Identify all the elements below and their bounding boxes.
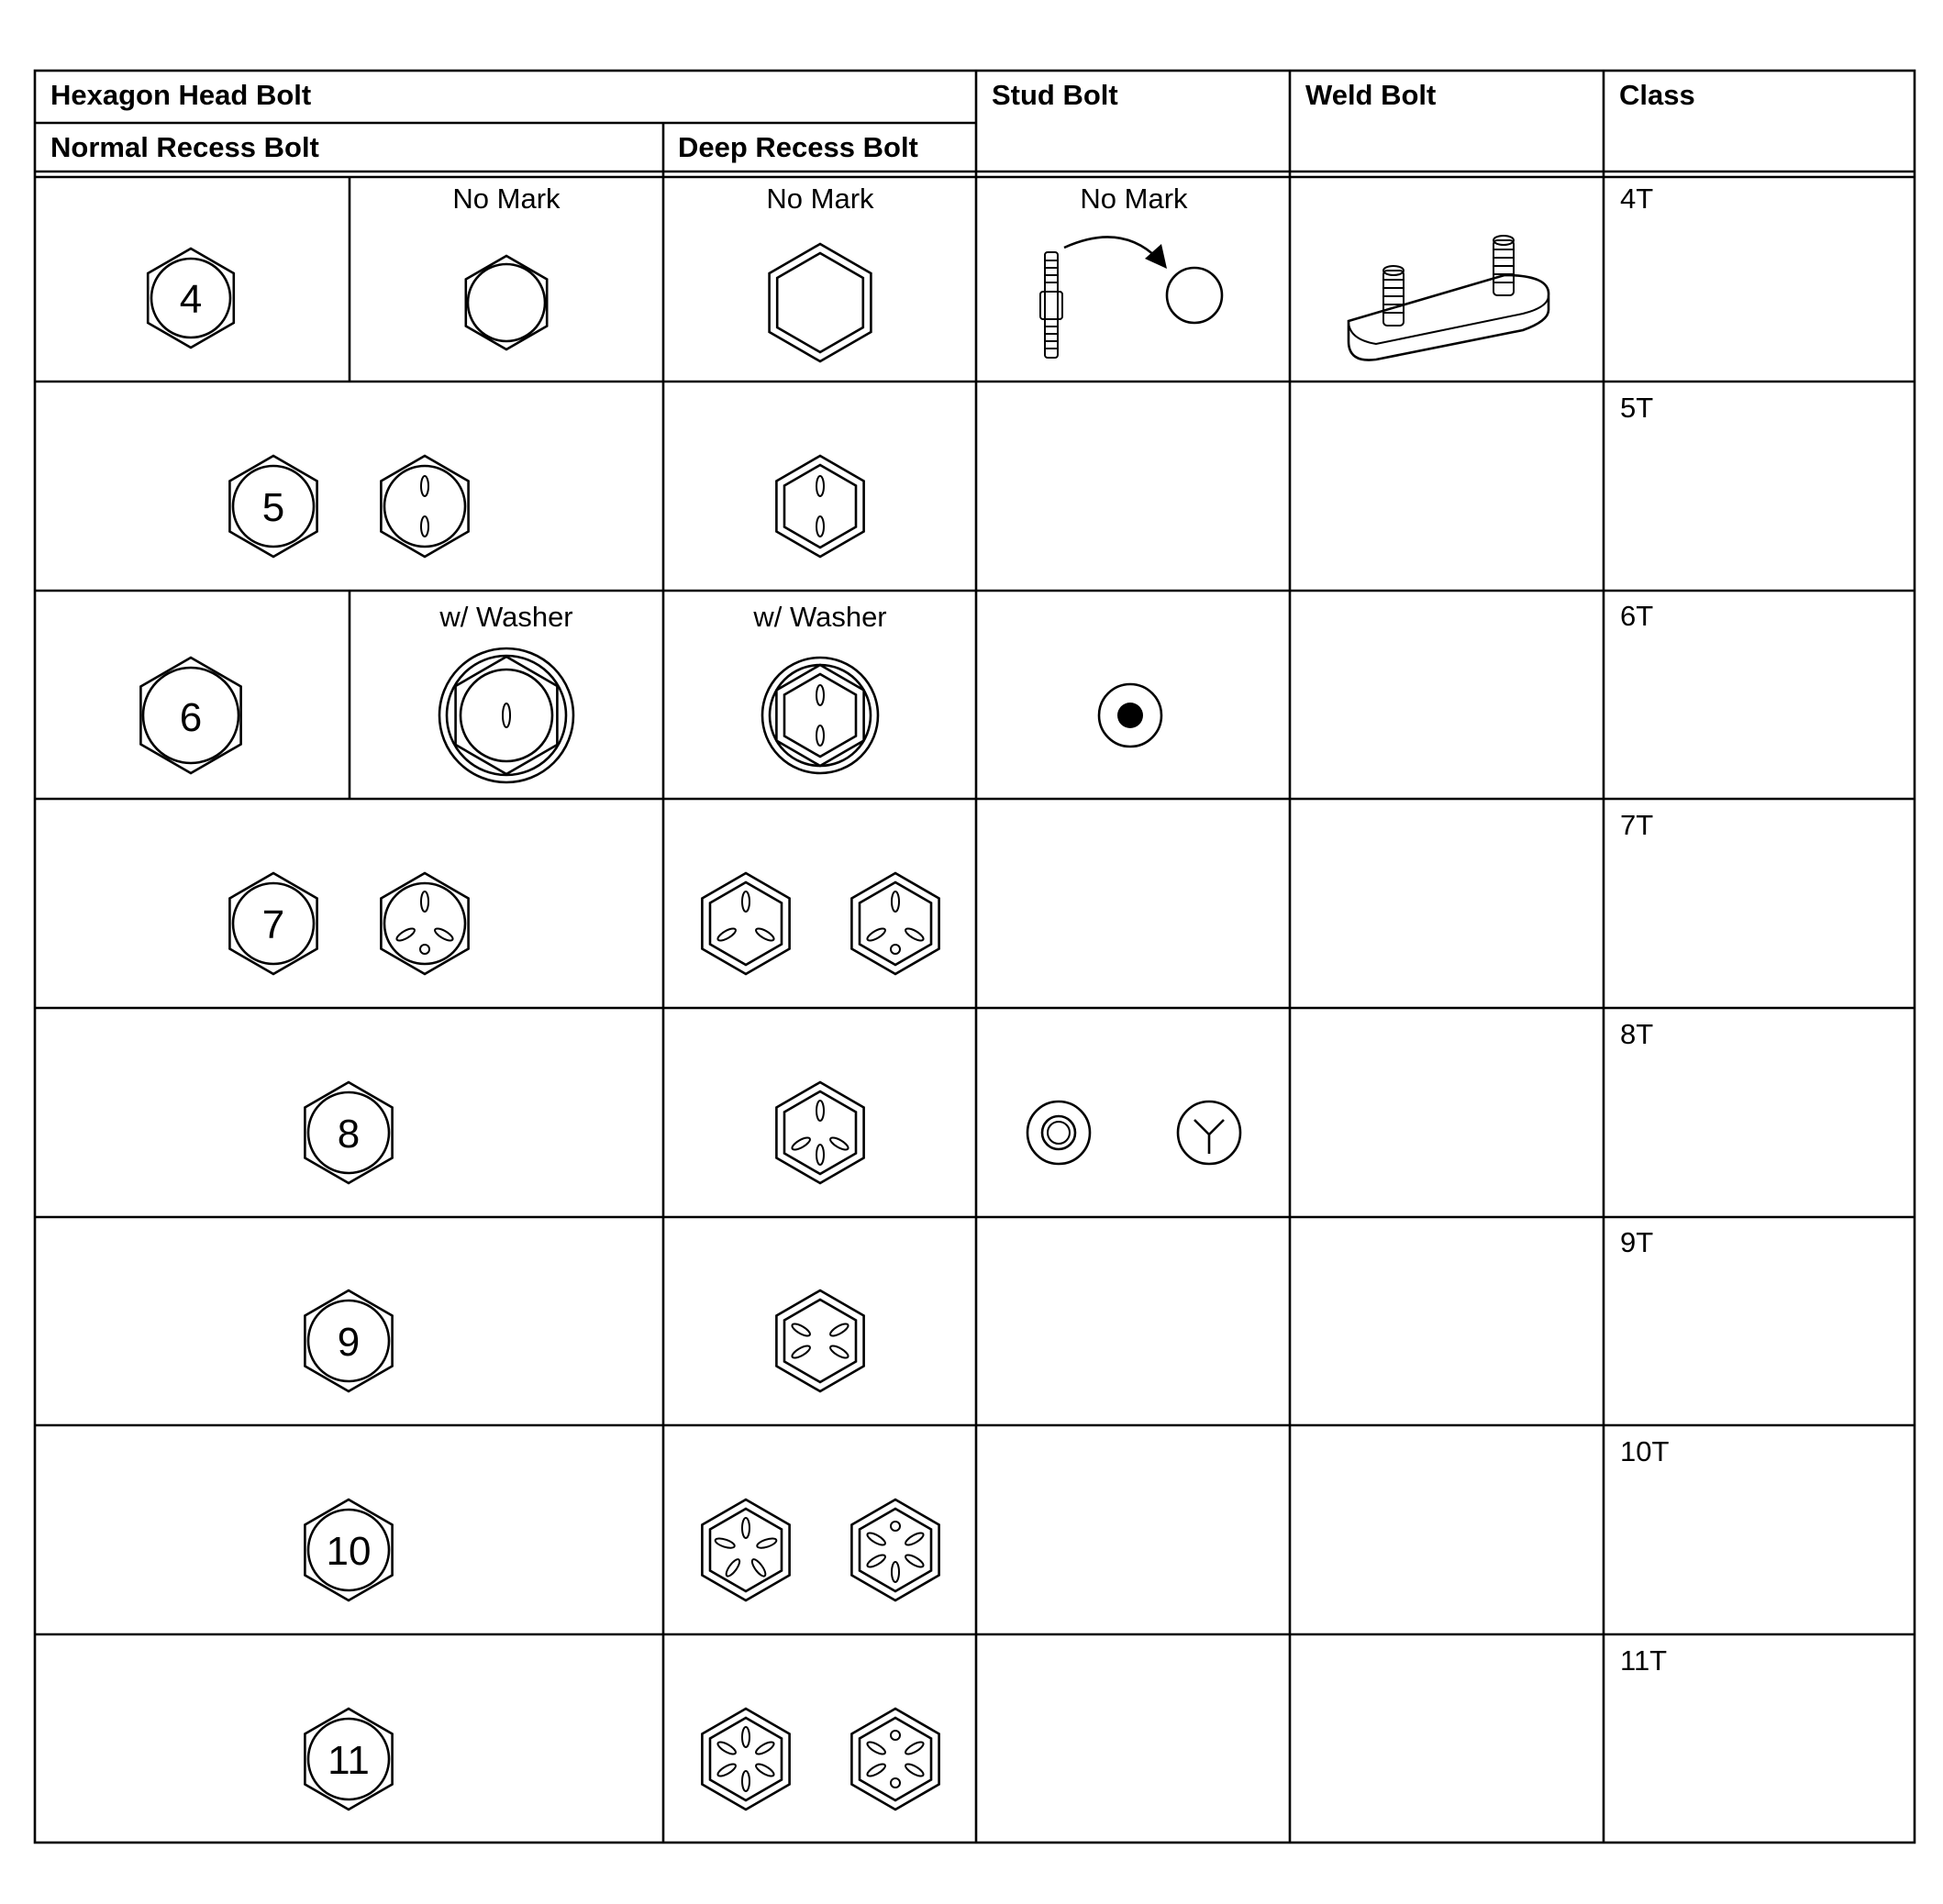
head-line-mark — [421, 476, 428, 496]
hex-head-7-icon — [229, 873, 316, 974]
head-face-circle — [384, 466, 465, 547]
class-label-7t: 7T — [1620, 809, 1654, 841]
hex-head-6-icon — [140, 658, 240, 773]
class-label-10t: 10T — [1620, 1435, 1670, 1467]
head-line-mark — [892, 891, 899, 912]
head-line-mark — [791, 1135, 812, 1152]
head-line-mark — [866, 1553, 887, 1569]
header-weld-bolt: Weld Bolt — [1305, 79, 1437, 111]
head-hexagon — [381, 456, 468, 557]
header-normal-recess-bolt: Normal Recess Bolt — [50, 131, 319, 163]
head-number-7: 7 — [261, 902, 285, 947]
stud-bolt-8t-y-mark-icon — [1178, 1101, 1240, 1164]
head-line-mark — [828, 1344, 849, 1360]
head-line-mark — [904, 1553, 925, 1569]
head-hexagon — [851, 873, 938, 974]
head-line-mark — [742, 1518, 749, 1538]
class-label-9t: 9T — [1620, 1226, 1654, 1258]
head-number-6: 6 — [179, 695, 203, 740]
head-line-mark — [866, 1762, 887, 1778]
head-hexagon — [456, 657, 558, 774]
hex-head-5-icon — [229, 456, 316, 557]
head-number-11: 11 — [328, 1738, 370, 1783]
head-recess-hexagon — [710, 1718, 782, 1800]
stud-bolt-8t-groove-icon — [1027, 1101, 1090, 1164]
note-no-mark-stud: No Mark — [1080, 183, 1188, 215]
head-recess-hexagon — [784, 1300, 856, 1382]
head-hexagon — [776, 1082, 863, 1183]
header-class: Class — [1619, 79, 1695, 111]
head-hexagon — [851, 1709, 938, 1810]
stud-bolt-6t-dot-icon — [1099, 684, 1161, 747]
head-hexagon — [776, 456, 863, 557]
head-line-mark — [724, 1557, 741, 1578]
head-number-8: 8 — [337, 1112, 361, 1157]
deep-6t-washer-icon — [762, 658, 878, 773]
head-face-circle — [461, 670, 552, 761]
normal-6t-washer-icon — [439, 648, 573, 782]
deep-8t-four-line-icon — [776, 1082, 863, 1183]
deep-11t-six-line-a-icon — [702, 1709, 789, 1810]
head-hexagon — [702, 1709, 789, 1810]
stud-bolt-no-mark-icon — [1040, 237, 1222, 358]
head-line-mark — [816, 685, 824, 705]
head-line-mark — [742, 891, 749, 912]
head-hexagon — [466, 256, 547, 349]
head-number-9: 9 — [337, 1320, 361, 1365]
deep-11t-six-line-b-icon — [851, 1709, 938, 1810]
deep-10t-five-line-b-icon — [851, 1500, 938, 1600]
head-line-mark — [715, 1536, 736, 1549]
head-hexagon — [776, 665, 863, 766]
note-with-washer-normal: w/ Washer — [439, 601, 573, 633]
deep-10t-five-line-a-icon — [702, 1500, 789, 1600]
head-hexagon — [776, 1290, 863, 1391]
head-hexagon — [702, 873, 789, 974]
deep-9t-four-line-icon — [776, 1290, 863, 1391]
head-recess-hexagon — [784, 1091, 856, 1174]
head-number-5: 5 — [261, 485, 285, 530]
head-line-mark — [866, 1740, 887, 1756]
head-line-mark — [395, 926, 416, 943]
head-hexagon — [702, 1500, 789, 1600]
note-no-mark-deep: No Mark — [766, 183, 874, 215]
head-line-mark — [816, 725, 824, 746]
normal-5t-two-line-icon — [381, 456, 468, 557]
washer-inner-ring — [447, 656, 566, 775]
head-line-mark — [756, 1536, 777, 1549]
head-line-mark — [866, 1531, 887, 1547]
class-label-8t: 8T — [1620, 1018, 1654, 1050]
head-line-mark — [433, 926, 454, 943]
head-recess-hexagon — [860, 882, 931, 965]
head-face-circle — [384, 883, 465, 964]
hex-head-10-icon — [305, 1500, 392, 1600]
head-recess-hexagon — [784, 674, 856, 757]
head-line-mark — [816, 476, 824, 496]
head-dot-mark — [420, 945, 429, 954]
hex-head-9-icon — [305, 1290, 392, 1391]
deep-7t-three-line-a-icon — [702, 873, 789, 974]
header-hexagon-head-bolt: Hexagon Head Bolt — [50, 79, 312, 111]
head-hexagon — [381, 873, 468, 974]
head-number-10: 10 — [326, 1529, 372, 1574]
head-line-mark — [742, 1727, 749, 1747]
head-recess-hexagon — [710, 1509, 782, 1591]
head-dot-mark — [891, 1522, 900, 1531]
head-hexagon — [770, 244, 872, 361]
weld-bolt-icon — [1349, 236, 1549, 360]
head-line-mark — [754, 1762, 775, 1778]
head-line-mark — [754, 926, 775, 943]
head-hexagon — [851, 1500, 938, 1600]
head-recess-hexagon — [777, 253, 863, 352]
head-line-mark — [716, 1740, 738, 1756]
head-number-4: 4 — [179, 277, 203, 322]
head-line-mark — [754, 1740, 775, 1756]
head-line-mark — [816, 516, 824, 537]
class-label-11t: 11T — [1620, 1644, 1668, 1677]
table-grid — [35, 71, 1915, 1843]
head-line-mark — [816, 1145, 824, 1165]
head-line-mark — [904, 1762, 925, 1778]
head-line-mark — [828, 1135, 849, 1152]
numbered-hex-heads — [140, 249, 392, 1810]
head-line-mark — [503, 703, 510, 727]
head-line-mark — [904, 926, 925, 943]
head-line-mark — [791, 1344, 812, 1360]
head-line-mark — [716, 926, 738, 943]
head-recess-hexagon — [784, 465, 856, 548]
header-stud-bolt: Stud Bolt — [992, 79, 1118, 111]
head-face-circle — [468, 264, 545, 341]
hex-head-8-icon — [305, 1082, 392, 1183]
head-line-mark — [904, 1531, 925, 1547]
deep-5t-two-line-icon — [776, 456, 863, 557]
head-dot-mark — [891, 1778, 900, 1788]
class-label-5t: 5T — [1620, 392, 1654, 424]
hex-head-11-icon — [305, 1709, 392, 1810]
note-with-washer-deep: w/ Washer — [753, 601, 887, 633]
class-label-4t: 4T — [1620, 183, 1654, 215]
head-recess-hexagon — [710, 882, 782, 965]
normal-4t-no-mark-icon — [466, 256, 547, 349]
header-deep-recess-bolt: Deep Recess Bolt — [678, 131, 918, 163]
head-line-mark — [791, 1322, 812, 1338]
head-line-mark — [742, 1771, 749, 1791]
head-line-mark — [866, 926, 887, 943]
head-dot-mark — [891, 945, 900, 954]
head-line-mark — [421, 891, 428, 912]
line-marked-hex-heads — [381, 244, 938, 1810]
class-label-6t: 6T — [1620, 600, 1654, 632]
normal-7t-three-line-icon — [381, 873, 468, 974]
head-line-mark — [716, 1762, 738, 1778]
head-line-mark — [749, 1557, 767, 1578]
head-line-mark — [421, 516, 428, 537]
deep-4t-no-mark-icon — [770, 244, 872, 361]
note-no-mark-normal: No Mark — [452, 183, 561, 215]
head-line-mark — [828, 1322, 849, 1338]
head-line-mark — [816, 1101, 824, 1121]
head-line-mark — [904, 1740, 925, 1756]
head-line-mark — [892, 1562, 899, 1582]
hex-head-4-icon — [148, 249, 234, 348]
head-dot-mark — [891, 1731, 900, 1740]
deep-7t-three-line-b-icon — [851, 873, 938, 974]
